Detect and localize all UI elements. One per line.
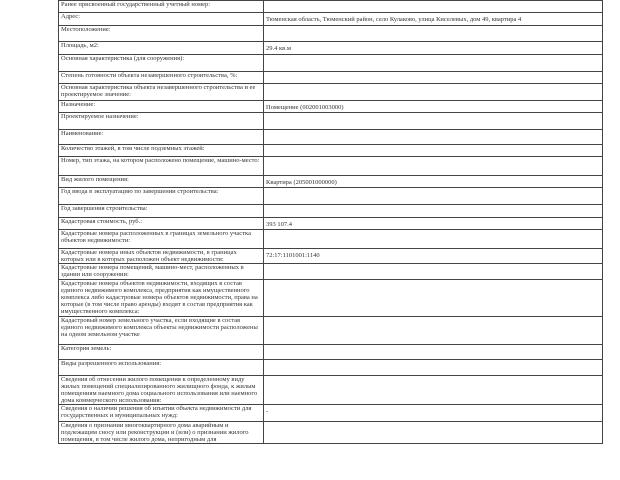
field-label: Сведения об отнесении жилого помещения к определенному виду жилых помещений специализированного жилищного фонда, к жилым помещениям наемного дома социального использования или наемного дома коммерческого использования: — [59, 376, 264, 405]
table-row — [59, 345, 603, 360]
field-value: 29.4 кв.м — [264, 42, 603, 55]
field-label: Категория земель: — [59, 345, 264, 360]
table-row — [59, 405, 603, 422]
field-value — [264, 360, 603, 376]
table-row — [59, 205, 603, 218]
field-value: Тюменская область, Тюменский район, село Кулаково, улица Киселевых, дом 49, квартира 4 — [264, 13, 603, 26]
field-label: Кадастровый номер земельного участка, если входящие в состав единого недвижимого комплекса объекты недвижимости расположены на одном земельном участке — [59, 317, 264, 345]
table-row — [59, 55, 603, 72]
table-row — [59, 157, 603, 176]
property-record-table — [58, 0, 603, 444]
table-row — [59, 145, 603, 157]
field-label: Кадастровая стоимость, руб.: — [59, 218, 264, 230]
table-row — [59, 188, 603, 205]
field-value — [264, 145, 603, 157]
field-value — [264, 1, 603, 13]
table-row — [59, 264, 603, 280]
field-value: - — [264, 405, 603, 422]
field-label: Год завершения строительства: — [59, 205, 264, 218]
table-row — [59, 230, 603, 249]
field-value: Помещение (002001003000) — [264, 101, 603, 113]
table-row — [59, 13, 603, 26]
field-label: Местоположение: — [59, 26, 264, 42]
table-row — [59, 176, 603, 188]
field-value — [264, 264, 603, 280]
table-row — [59, 1, 603, 13]
field-label: Сведения о признании многоквартирного дома аварийным и подлежащим сносу или реконструкции и (или) о признании жилого помещения, в том числе жилого дома, непригодным для — [59, 422, 264, 444]
table-row — [59, 280, 603, 317]
field-value — [264, 376, 603, 405]
table-row — [59, 42, 603, 55]
field-label: Номер, тип этажа, на котором расположено помещение, машино-место: — [59, 157, 264, 176]
field-label: Год ввода в эксплуатацию по завершении строительства: — [59, 188, 264, 205]
table-row — [59, 84, 603, 101]
field-value — [264, 422, 603, 444]
field-label: Назначение: — [59, 101, 264, 113]
field-label: Виды разрешенного использования: — [59, 360, 264, 376]
field-value — [264, 157, 603, 176]
field-label: Степень готовности объекта незавершенного строительства, %: — [59, 72, 264, 84]
field-value — [264, 26, 603, 42]
table-row — [59, 249, 603, 264]
table-row — [59, 376, 603, 405]
field-value — [264, 188, 603, 205]
table-row — [59, 113, 603, 130]
field-label: Количество этажей, в том числе подземных этажей: — [59, 145, 264, 157]
field-value — [264, 130, 603, 145]
field-label: Кадастровые номера расположенных в границах земельного участка объектов недвижимости: — [59, 230, 264, 249]
field-label: Кадастровые номера объектов недвижимости, входящих в состав единого недвижимого комплекса, предприятия как имущественного комплекса либо кадастровые номера объектов недвижимости, права на которые (в том числе право аренды) входят в состав предприятия как имущественного комплекса: — [59, 280, 264, 317]
table-row — [59, 218, 603, 230]
field-value — [264, 230, 603, 249]
table-row — [59, 72, 603, 84]
table-row — [59, 101, 603, 113]
field-value — [264, 205, 603, 218]
property-record-sheet — [58, 0, 603, 444]
field-label: Ранее присвоенный государственный учетный номер: — [59, 1, 264, 13]
field-label: Основная характеристика (для сооружения): — [59, 55, 264, 72]
field-value: 393 107.4 — [264, 218, 603, 230]
field-label: Проектируемое назначение: — [59, 113, 264, 130]
table-row — [59, 422, 603, 444]
field-value: Квартира (205001000000) — [264, 176, 603, 188]
field-value — [264, 84, 603, 101]
field-label: Кадастровые номера помещений, машино-мест, расположенных в здании или сооружении: — [59, 264, 264, 280]
field-value — [264, 280, 603, 317]
table-row — [59, 26, 603, 42]
field-label: Адрес: — [59, 13, 264, 26]
field-label: Основная характеристика объекта незавершенного строительства и ее проектируемое значение: — [59, 84, 264, 101]
field-label: Вид жилого помещения: — [59, 176, 264, 188]
field-value — [264, 317, 603, 345]
field-value — [264, 113, 603, 130]
field-label: Площадь, м2: — [59, 42, 264, 55]
field-value — [264, 55, 603, 72]
table-row — [59, 317, 603, 345]
field-label: Наименование: — [59, 130, 264, 145]
field-label: Сведения о наличии решения об изъятии объекта недвижимости для государственных и муниципальных нужд: — [59, 405, 264, 422]
table-row — [59, 360, 603, 376]
field-value: 72:17:1101001:1140 — [264, 249, 603, 264]
field-value — [264, 72, 603, 84]
field-label: Кадастровые номера иных объектов недвижимости, в границах которых или в которых расположен объект недвижимости: — [59, 249, 264, 264]
table-row — [59, 130, 603, 145]
field-value — [264, 345, 603, 360]
